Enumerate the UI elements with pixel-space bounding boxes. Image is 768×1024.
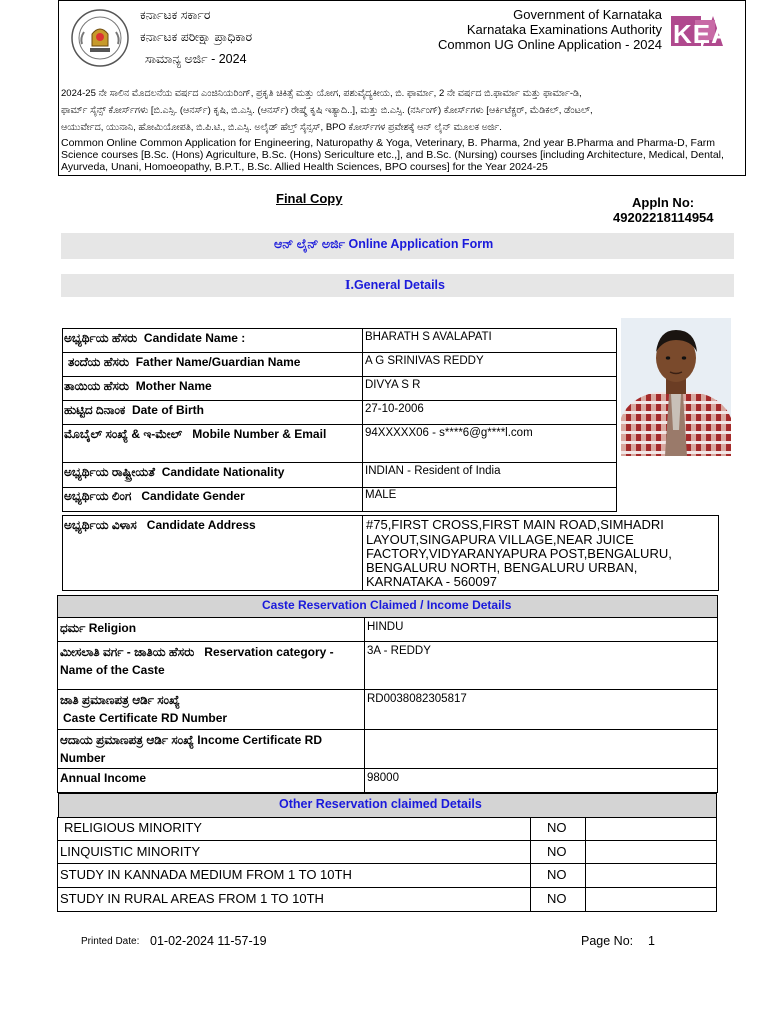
other-row-2-value: NO bbox=[547, 844, 567, 859]
other-row-1-value: NO bbox=[547, 820, 567, 835]
mother-label: ತಾಯಿಯ ಹೆಸರು Mother Name bbox=[64, 379, 212, 393]
category-label-2: Name of the Caste bbox=[60, 663, 165, 677]
income-cert-label-2: Number bbox=[60, 751, 106, 765]
name-label: ಅಭ್ಯರ್ಥಿಯ ಹೆಸರು Candidate Name : bbox=[64, 331, 246, 345]
desc-kn-2: ಫಾರ್ಮ್ ಸೈನ್ಸ್ ಕೋರ್ಸ್‌ಗಳು [ಬಿ.ಎಸ್ಸಿ. (ಆನರ್ಸ್) ಕೃಷಿ, ಬಿ.ಎಸ್ಸಿ. (ಆನರ್ಸ್) ರೇಷ್ಮೆ ಕೃಷಿ ಇತ್ಯಾದಿ..], ಮತ್ತು ಬಿ.ಎಸ್ಸಿ. (ನರ್ಸಿಂಗ್) ಕೋರ್ಸ್‌ಗಳು [ಆರ್ಕಿಟೆಕ್ಚರ್, ಮೆಡಿಕಲ್, ಡೆಂಟಲ್, bbox=[61, 105, 593, 116]
header-en-line2: Karnataka Examinations Authority bbox=[466, 22, 662, 37]
appln-no-value: 49202218114954 bbox=[613, 210, 714, 225]
religion-label: ಧರ್ಮ Religion bbox=[60, 621, 137, 635]
header-en-line3: Common UG Online Application - 2024 bbox=[437, 37, 662, 52]
printed-date-label: Printed Date: bbox=[81, 936, 140, 947]
appln-no-label: Appln No: bbox=[632, 195, 695, 210]
caste-cert-label: ಜಾತಿ ಪ್ರಮಾಣಪತ್ರ ಆರ್ಡಿ ಸಂಖ್ಯೆ bbox=[60, 693, 180, 707]
form-title-en: Online Application Form bbox=[348, 237, 494, 251]
other-row-4-value: NO bbox=[547, 891, 567, 906]
father-value: A G SRINIVAS REDDY bbox=[365, 355, 484, 367]
nationality-value: INDIAN - Resident of India bbox=[365, 465, 501, 477]
address-line-5: KARNATAKA - 560097 bbox=[366, 574, 498, 589]
other-row-2-label: LINQUISTIC MINORITY bbox=[60, 844, 201, 859]
section-title-text: General Details bbox=[353, 278, 445, 292]
address-line-1: #75,FIRST CROSS,FIRST MAIN ROAD,SIMHADRI bbox=[366, 517, 664, 532]
address-line-4: BENGALURU NORTH, BENGALURU URBAN, bbox=[366, 560, 638, 575]
header-kn-line2: ಕರ್ನಾಟಕ ಪರೀಕ್ಷಾ ಪ್ರಾಧಿಕಾರ bbox=[140, 30, 253, 44]
religion-value: HINDU bbox=[367, 621, 404, 633]
final-copy-label: Final Copy bbox=[276, 191, 343, 206]
category-label: ಮೀಸಲಾತಿ ವರ್ಗ - ಜಾತಿಯ ಹೆಸರು Reservation category - bbox=[60, 645, 334, 659]
kea-logo-text: KEA bbox=[673, 19, 731, 49]
annual-income-value: 98000 bbox=[367, 772, 399, 784]
annual-income-label: Annual Income bbox=[60, 771, 147, 785]
header-kn-line1: ಕರ್ನಾಟಕ ಸರ್ಕಾರ bbox=[140, 8, 211, 22]
caste-cert-label-2: Caste Certificate RD Number bbox=[63, 711, 228, 725]
mobile-label: ಮೊಬೈಲ್ ಸಂಖ್ಯೆ & ಇ-ಮೇಲ್ Mobile Number & Email bbox=[64, 427, 327, 441]
dob-label: ಹುಟ್ಟಿದ ದಿನಾಂಕ Date of Birth bbox=[64, 403, 204, 417]
karnataka-emblem bbox=[70, 8, 130, 68]
dob-value: 27-10-2006 bbox=[365, 403, 424, 415]
section-title bbox=[345, 278, 445, 293]
gender-label: ಅಭ್ಯರ್ಥಿಯ ಲಿಂಗ Candidate Gender bbox=[64, 489, 245, 503]
desc-en-3: Ayurveda, Unani, Homoeopathy, B.P.T., B.Sc. Allied Health Sciences, BPO courses] for the Year 2024-25 bbox=[61, 161, 548, 173]
desc-kn-3: ಆಯುರ್ವೇದ, ಯುನಾನಿ, ಹೋಮಿಯೋಪತಿ, ಬಿ.ಪಿ.ಟಿ., ಬಿ.ಎಸ್ಸಿ. ಅಲೈಡ್ ಹೆಲ್ತ್ ಸೈನ್ಸಸ್, BPO ಕೋರ್ಸ್‌ಗಳ ಪ್ರವೇಶಕ್ಕೆ ಆನ್ ಲೈನ್ ಮೂಲಕ ಅರ್ಜಿ. bbox=[61, 122, 502, 133]
income-cert-label: ಆದಾಯ ಪ್ರಮಾಣಪತ್ರ ಆರ್ಡಿ ಸಂಖ್ಯೆ Income Certificate RD bbox=[60, 733, 322, 747]
name-value: BHARATH S AVALAPATI bbox=[365, 331, 492, 343]
nationality-label: ಅಭ್ಯರ್ಥಿಯ ರಾಷ್ಟ್ರೀಯತೆ Candidate Nationality bbox=[64, 465, 285, 479]
candidate-photo bbox=[621, 318, 731, 456]
header-en-line1: Government of Karnataka bbox=[513, 7, 662, 22]
address-line-2: LAYOUT,SINGAPURA VILLAGE,NEAR JUICE bbox=[366, 532, 634, 547]
other-row-3-label: STUDY IN KANNADA MEDIUM FROM 1 TO 10TH bbox=[60, 867, 352, 882]
mobile-value: 94XXXXX06 - s****6@g****l.com bbox=[365, 427, 533, 439]
mother-value: DIVYA S R bbox=[365, 379, 421, 391]
other-row-3-value: NO bbox=[547, 867, 567, 882]
address-label: ಅಭ್ಯರ್ಥಿಯ ವಿಳಾಸ Candidate Address bbox=[64, 518, 256, 532]
address-line-3: FACTORY,VIDYARANYAPURA POST,BENGALURU, bbox=[366, 546, 672, 561]
section-roman: I. bbox=[345, 278, 354, 293]
caste-header: Caste Reservation Claimed / Income Details bbox=[262, 598, 512, 612]
form-title bbox=[274, 237, 493, 252]
form-title-kn: ಆನ್ ಲೈನ್ ಅರ್ಜಿ bbox=[274, 237, 346, 251]
father-label: ತಂದೆಯ ಹೆಸರು Father Name/Guardian Name bbox=[68, 355, 301, 369]
page-no-label: Page No: bbox=[581, 934, 634, 948]
desc-kn-1: 2024-25 ನೇ ಸಾಲಿನ ಮೊದಲನೆಯ ವರ್ಷದ ಎಂಜಿನಿಯರಿಂಗ್, ಪ್ರಕೃತಿ ಚಿಕಿತ್ಸೆ ಮತ್ತು ಯೋಗ, ಪಶುವೈದ್ಯಕೀಯ, ಬಿ. ಫಾರ್ಮಾ, 2 ನೇ ವರ್ಷದ ಬಿ.ಫಾರ್ಮಾ ಮತ್ತು ಫಾರ್ಮಾ-ಡಿ, bbox=[61, 88, 582, 99]
other-header: Other Reservation claimed Details bbox=[279, 797, 482, 811]
kea-logo bbox=[671, 10, 731, 58]
category-value: 3A - REDDY bbox=[367, 645, 431, 657]
other-row-1-label: RELIGIOUS MINORITY bbox=[64, 820, 202, 835]
gender-value: MALE bbox=[365, 489, 397, 501]
desc-en-2: Science courses [B.Sc. (Hons) Agriculture, B.Sc. (Hons) Sericulture etc.,], and B.Sc. (Nursing) courses [including Architecture, Medical, Dental, bbox=[61, 149, 724, 161]
page-no-value: 1 bbox=[648, 934, 655, 948]
desc-en-1: Common Online Common Application for Engineering, Naturopathy & Yoga, Veterinary, B. Pharma, 2nd year B.Pharma and Pharma-D, Farm bbox=[61, 137, 716, 149]
caste-cert-value: RD0038082305817 bbox=[367, 693, 467, 705]
header-kn-line3: ಸಾಮಾನ್ಯ ಅರ್ಜಿ - 2024 bbox=[145, 52, 247, 66]
printed-date-value: 01-02-2024 11-57-19 bbox=[150, 934, 267, 948]
other-row-4-label: STUDY IN RURAL AREAS FROM 1 TO 10TH bbox=[60, 891, 324, 906]
